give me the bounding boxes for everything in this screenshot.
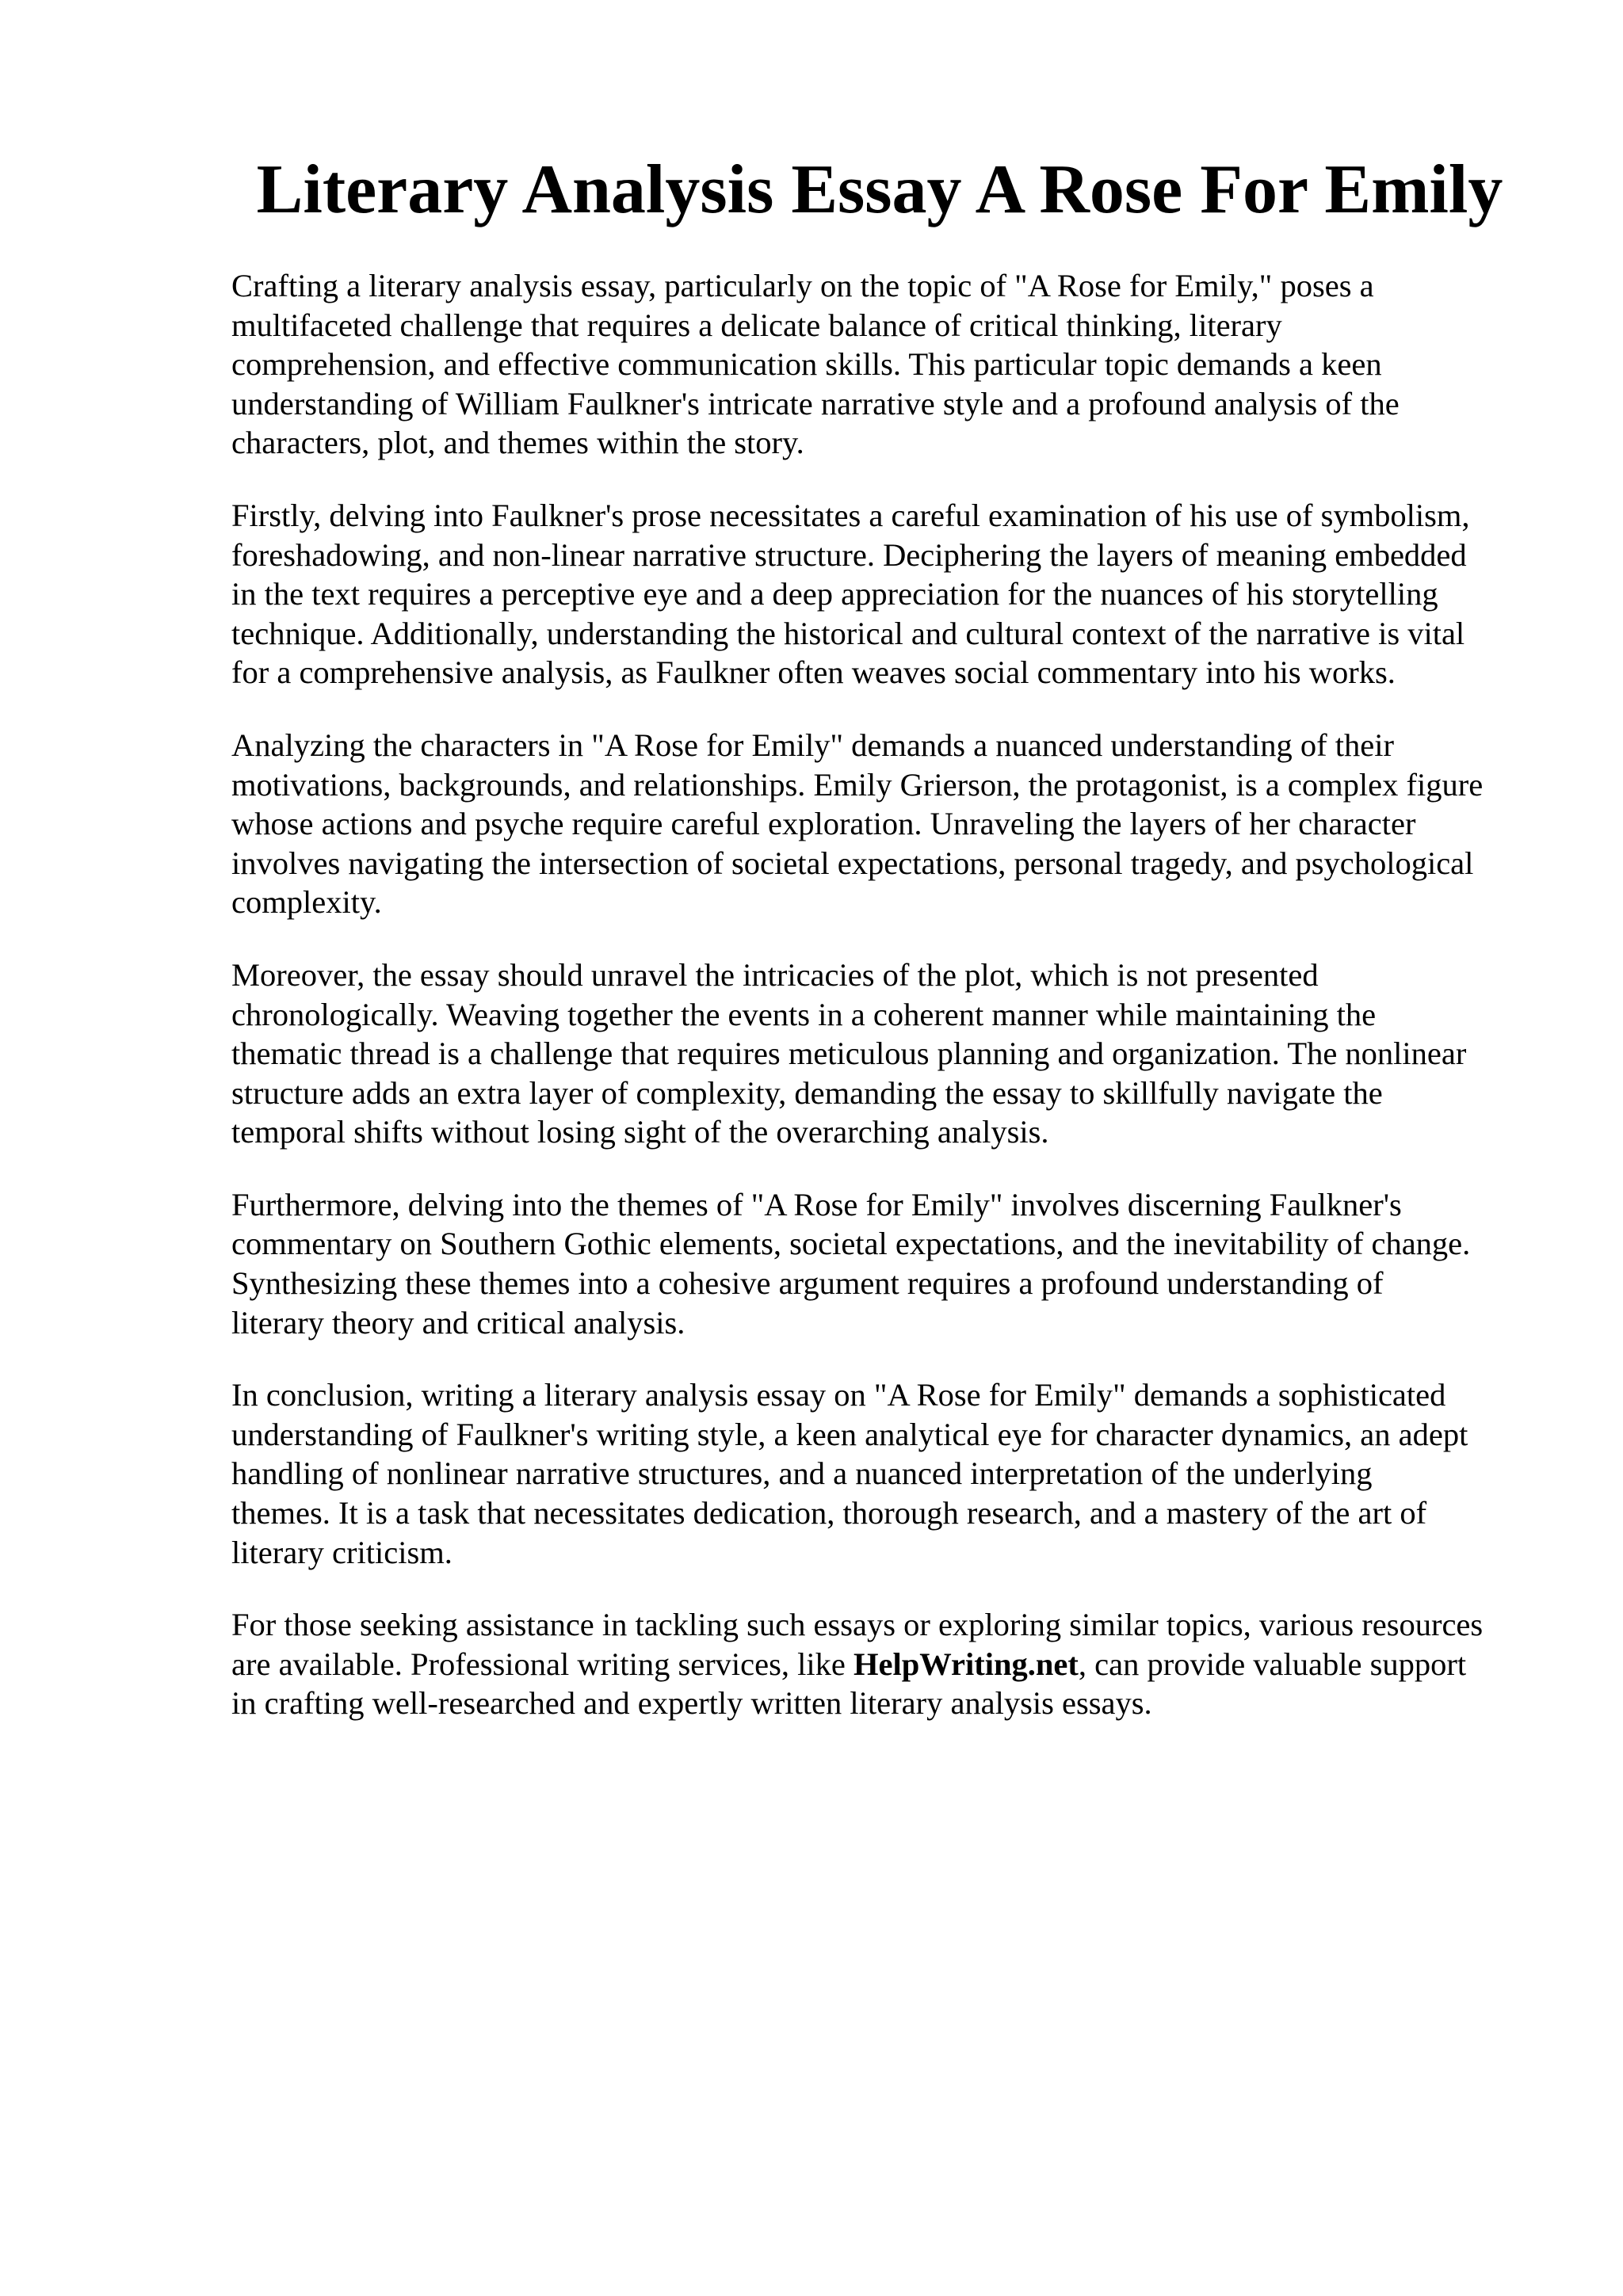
text-line: Firstly, delving into Faulkner's prose necessitates a careful examination of his use of symbolism,: [231, 497, 1470, 533]
page-title: Literary Analysis Essay A Rose For Emily: [256, 151, 1503, 228]
text-line: chronologically. Weaving together the events in a coherent manner while maintaining the: [231, 996, 1377, 1032]
text-line: in the text requires a perceptive eye and a deep appreciation for the nuances of his storytelling: [231, 576, 1438, 612]
text-line: thematic thread is a challenge that requires meticulous planning and organization. The nonlinear: [231, 1035, 1467, 1072]
text-line: [231, 1645, 1515, 1684]
helpwriting-link[interactable]: HelpWriting.net: [853, 1646, 1079, 1682]
text-line: for a comprehensive analysis, as Faulkner often weaves social commentary into his works.: [231, 654, 1396, 691]
text-line: structure adds an extra layer of complexity, demanding the essay to skillfully navigate the: [231, 1074, 1383, 1111]
paragraph-closing: [231, 1605, 1515, 1723]
text-line: multifaceted challenge that requires a delicate balance of critical thinking, literary: [231, 307, 1282, 343]
paragraph-6: [231, 1375, 1515, 1572]
paragraph-2: [231, 496, 1515, 692]
text-line: Crafting a literary analysis essay, particularly on the topic of "A Rose for Emily," poses a: [231, 268, 1374, 303]
text-line: whose actions and psyche require careful exploration. Unraveling the layers of her character: [231, 806, 1416, 842]
paragraph-5: [231, 1185, 1515, 1342]
text-line: Synthesizing these themes into a cohesive argument requires a profound understanding of: [231, 1265, 1384, 1302]
paragraph-1: [231, 266, 1515, 463]
text-line: In conclusion, writing a literary analysis essay on "A Rose for Emily" demands a sophisticated: [231, 1377, 1446, 1413]
text-line: commentary on Southern Gothic elements, societal expectations, and the inevitability of change.: [231, 1226, 1471, 1262]
text-line: temporal shifts without losing sight of the overarching analysis.: [231, 1114, 1049, 1150]
text-line: characters, plot, and themes within the story.: [231, 425, 804, 461]
text-line: Furthermore, delving into the themes of "A Rose for Emily" involves discerning Faulkner's: [231, 1186, 1402, 1222]
text-line: literary theory and critical analysis.: [231, 1304, 685, 1341]
text-line: complexity.: [231, 884, 382, 921]
text-line: foreshadowing, and non-linear narrative structure. Deciphering the layers of meaning embedded: [231, 536, 1467, 573]
text-line: understanding of William Faulkner's intricate narrative style and a profound analysis of the: [231, 385, 1400, 421]
text-segment: , can provide valuable support: [1078, 1646, 1467, 1682]
text-segment: are available. Professional writing services, like: [231, 1646, 854, 1682]
text-line: Analyzing the characters in "A Rose for Emily" demands a nuanced understanding of their: [231, 727, 1394, 763]
text-line: involves navigating the intersection of societal expectations, personal tragedy, and psychological: [231, 845, 1474, 881]
text-line: motivations, backgrounds, and relationships. Emily Grierson, the protagonist, is a complex figure: [231, 766, 1484, 803]
paragraph-4: [231, 955, 1515, 1152]
text-line: literary criticism.: [231, 1534, 453, 1570]
text-line: comprehension, and effective communication skills. This particular topic demands a keen: [231, 346, 1382, 383]
text-line: handling of nonlinear narrative structures, and a nuanced interpretation of the underlying: [231, 1455, 1373, 1492]
text-line: technique. Additionally, understanding the historical and cultural context of the narrative is vital: [231, 615, 1465, 651]
text-line: in crafting well-researched and expertly written literary analysis essays.: [231, 1685, 1152, 1722]
essay-body: [231, 266, 1515, 1756]
paragraph-3: [231, 726, 1515, 922]
text-line: Moreover, the essay should unravel the intricacies of the plot, which is not presented: [231, 956, 1319, 993]
text-line: understanding of Faulkner's writing style, a keen analytical eye for character dynamics, an adept: [231, 1416, 1468, 1452]
text-line: For those seeking assistance in tackling such essays or exploring similar topics, various resources: [231, 1607, 1484, 1643]
text-line: themes. It is a task that necessitates dedication, thorough research, and a mastery of the art of: [231, 1495, 1427, 1531]
